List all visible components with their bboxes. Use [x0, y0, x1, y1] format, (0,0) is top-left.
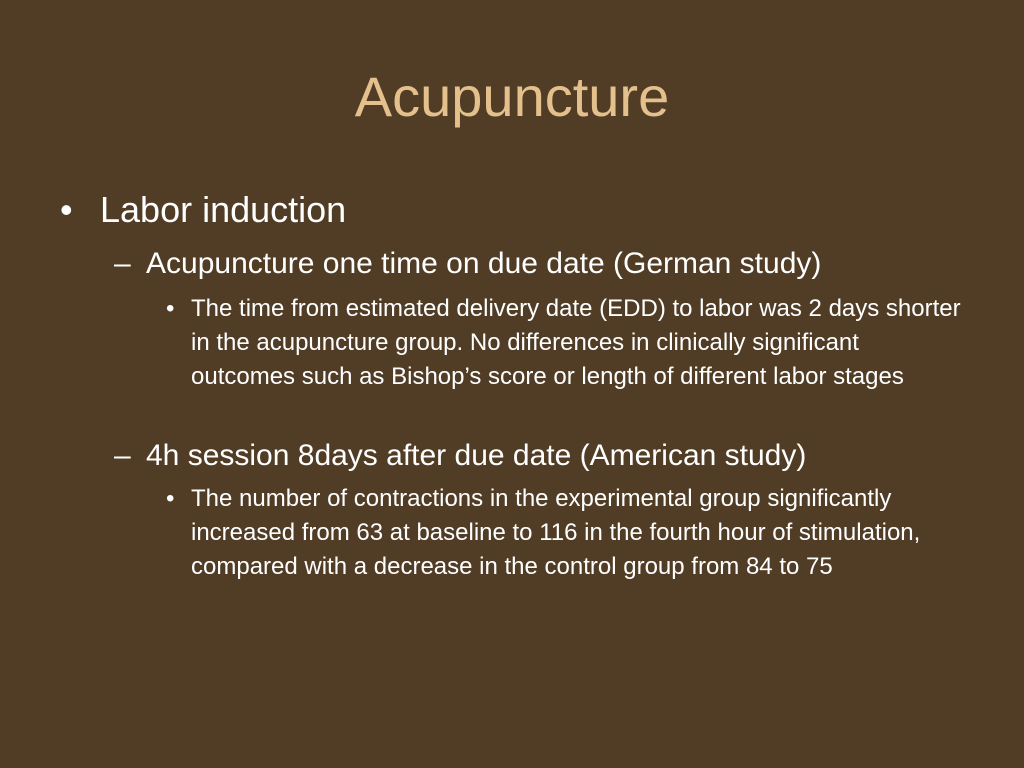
detail-bullet-german-study	[166, 292, 966, 394]
sub-bullet-text: Acupuncture one time on due date (German study)	[146, 247, 822, 280]
sub-bullet-american-study	[114, 438, 806, 474]
dash-marker: –	[114, 439, 131, 472]
detail-text: The time from estimated delivery date (EDD) to labor was 2 days shorter in the acupuncture group. No differences in clinically significant outcomes such as Bishop’s score or length of different labor stages	[191, 295, 961, 390]
sub-bullet-text: 4h session 8days after due date (American study)	[146, 439, 807, 472]
slide-title: Acupuncture	[354, 65, 670, 128]
dash-marker: –	[114, 247, 131, 280]
bullet-text: Labor induction	[100, 189, 347, 230]
detail-text: The number of contractions in the experimental group significantly increased from 63 at baseline to 116 in the fourth hour of stimulation, compared with a decrease in the control group from 84 to 75	[191, 485, 921, 580]
bullet-marker: •	[166, 485, 175, 512]
bullet-marker: •	[60, 189, 73, 230]
detail-bullet-american-study	[166, 482, 966, 584]
sub-bullet-german-study	[114, 246, 821, 282]
bullet-labor-induction	[60, 188, 346, 232]
bullet-marker: •	[166, 295, 175, 322]
